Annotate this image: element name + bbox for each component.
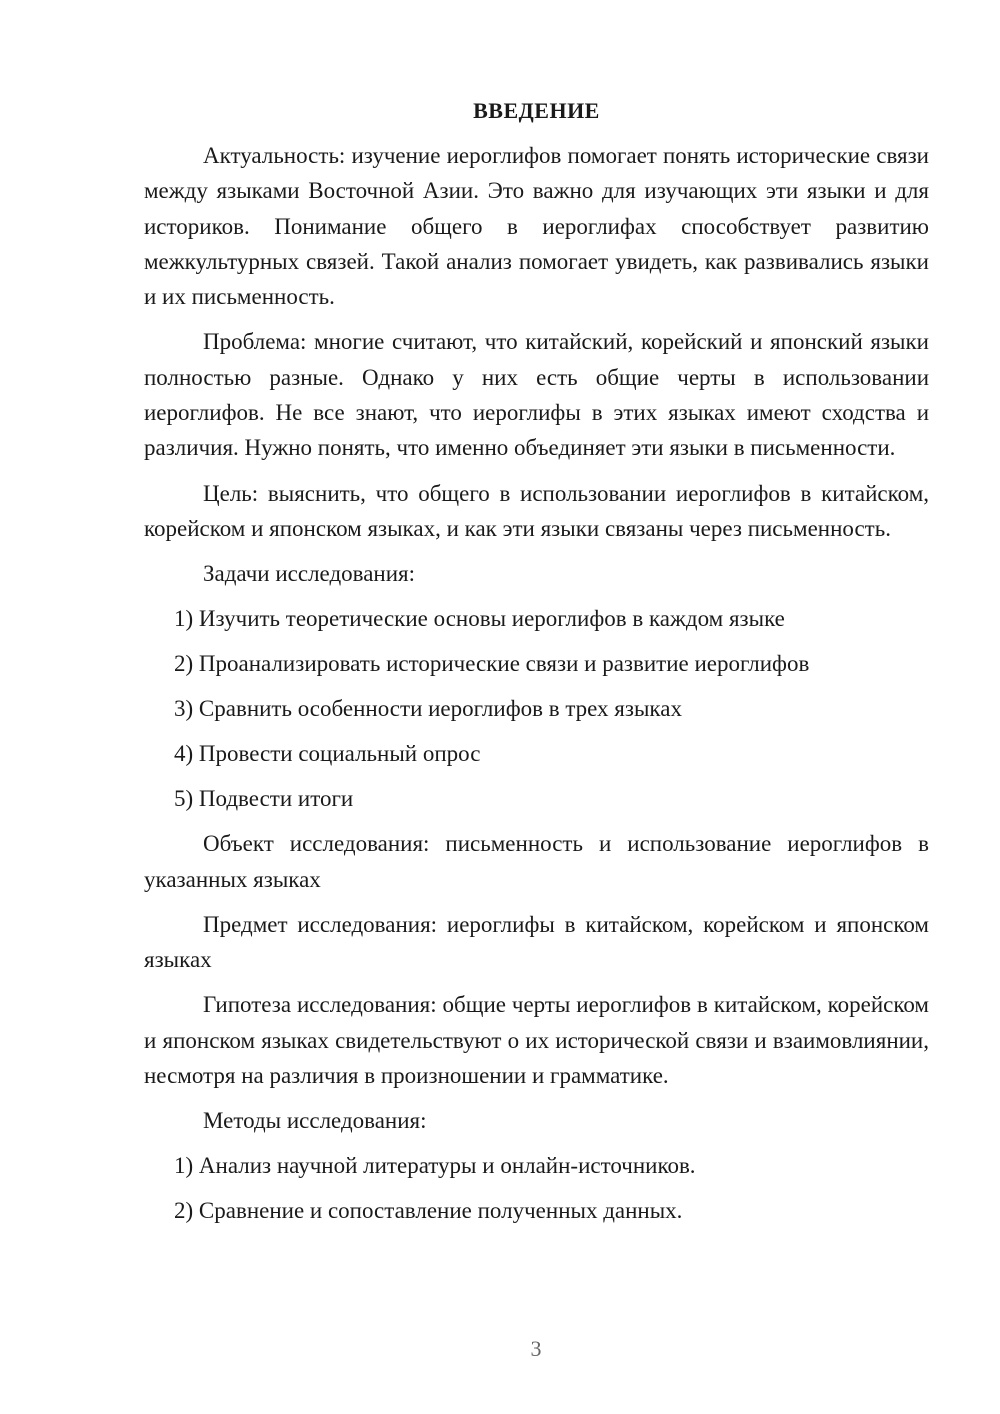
paragraph-goal: Цель: выяснить, что общего в использовании иероглифов в китайском, корейском и японском языках, и как эти языки связаны через письменность. [144,480,929,541]
method-item: 1) Анализ научной литературы и онлайн-источников. [174,1153,696,1179]
tasks-label: Задачи исследования: [203,561,416,587]
methods-label: Методы исследования: [203,1108,427,1134]
task-item: 3) Сравнить особенности иероглифов в трех языках [174,696,682,722]
task-item: 5) Подвести итоги [174,786,354,812]
paragraph-subject: Предмет исследования: иероглифы в китайском, корейском и японском языках [144,911,929,973]
task-item: 4) Провести социальный опрос [174,741,481,767]
paragraph-object: Объект исследования: письменность и использование иероглифов в указанных языках [144,831,929,892]
task-item: 1) Изучить теоретические основы иероглифов в каждом языке [174,606,785,632]
task-item: 2) Проанализировать исторические связи и развитие иероглифов [174,651,810,677]
page-number: 3 [530,1336,542,1361]
paragraph-relevance: Актуальность: изучение иероглифов помогает понять исторические связи между языками Восточной Азии. Это важно для изучающих эти языки и для историков. Понимание общего в иероглифах способствует развитию межкультурных связей. Такой анализ помогает увидеть, как развивались языки и их письменность. [144,143,929,310]
paragraph-hypothesis: Гипотеза исследования: общие черты иероглифов в китайском, корейском и японском языках свидетельствуют о их исторической связи и взаимовлиянии, несмотря на различия в произношении и грамматике. [144,992,929,1089]
method-item: 2) Сравнение и сопоставление полученных данных. [174,1198,683,1224]
paragraph-problem: Проблема: многие считают, что китайский, корейский и японский языки полностью разные. Однако у них есть общие черты в использовании иероглифов. Не все знают, что иероглифы в этих языках имеют сходства и различия. Нужно понять, что именно объединяет эти языки в письменности. [144,329,929,461]
page-content [144,96,929,1238]
section-heading: ВВЕДЕНИЕ [473,98,600,123]
